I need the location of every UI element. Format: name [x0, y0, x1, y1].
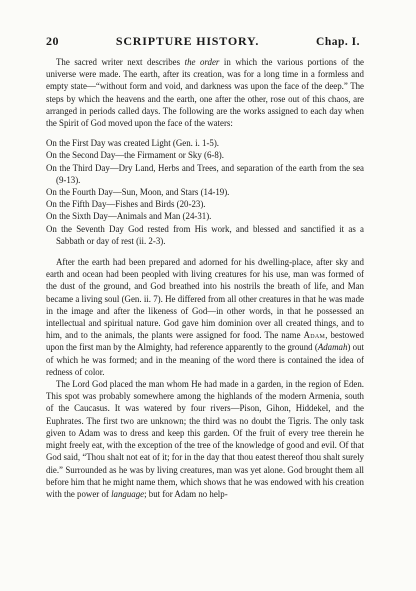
intro-emphasis: the order [184, 57, 220, 67]
adam-paragraph [46, 256, 364, 378]
page-number: 20 [46, 34, 59, 48]
page-body [46, 56, 364, 500]
creation-days-list [46, 137, 364, 247]
intro-paragraph [46, 56, 364, 129]
language-term: language [111, 488, 145, 499]
adam-text-3: ) out of which he was formed; and in the meaning of the word there is contained the idea of redness of color. [46, 342, 364, 377]
adam-text-1: After the earth had been prepared and adorned for his dwelling-place, after sky and earth and ocean had been peopled with living creatures for his use, man was formed of the dust of the ground, and God breathed into his nostrils the breath of life, and Man became a living soul (Gen. ii. 7). He differed from all other creatures in that he was made in the image and after the likeness of God—in other words, in that he possessed an intellectual and spiritual nature. God gave him dominion over all created things, and to him, and to the animals, the plants were assigned for food. The name [46, 257, 364, 341]
day-item-4: On the Fourth Day—Sun, Moon, and Stars (14-19). [46, 187, 230, 198]
eden-text-2: ; but for Adam no help- [144, 488, 228, 499]
day-item-7: On the Seventh Day God rested from His work, and blessed and sanctified it as a Sabbath or day of rest (ii. 2-3). [46, 223, 364, 246]
day-item-3: On the Third Day—Dry Land, Herbs and Trees, and separation of the earth from the sea (9-13). [46, 162, 364, 185]
adam-text-2: , bestowed upon the first man by the Almighty, had reference apparently to the ground ( [46, 330, 364, 353]
adam-name: Adam [303, 330, 326, 341]
eden-paragraph [46, 378, 364, 500]
eden-text-1: The Lord God placed the man whom He had made in a garden, in the region of Eden. This spot was probably somewhere among the highlands of the modern Armenia, south of the Caucasus. It was watered by four rivers—Pison, Gihon, Hiddekel, and the Euphrates. The first two are unknown; the third was no doubt the Tigris. The only task given to Adam was to dress and keep this garden. Of the fruit of every tree therein he might freely eat, with the exception of the tree of the knowledge of good and evil. Of that God said, “Thou shalt not eat of it; for in the day that thou eatest thereof thou shalt surely die.” Surrounded as he was by living creatures, man was yet alone. God brought them all before him that he might name them, which shows that he was endowed with his creation with the power of [46, 379, 364, 499]
running-title: SCRIPTURE HISTORY. [115, 34, 260, 48]
day-item-1: On the First Day was created Light (Gen. i. 1-5). [46, 138, 220, 149]
day-item-5: On the Fifth Day—Fishes and Birds (20-23). [46, 199, 206, 210]
day-item-6: On the Sixth Day—Animals and Man (24-31). [46, 211, 212, 222]
intro-text-start: The sacred writer next describes [56, 57, 185, 67]
chapter-label: Chap. I. [316, 36, 360, 48]
day-item-2: On the Second Day—the Firmament or Sky (6-8). [46, 150, 224, 161]
intro-text-end: in which the various portions of the universe were made. The earth, after its creation, was for a long time in a formless and empty state—“without form and void, and darkness was upon the face of the deep.” The steps by which the heavens and the earth, one after the other, rose out of this chaos, are arranged in periods called days. The following are the works assigned to each day when the Spirit of God moved upon the face of the waters: [46, 57, 364, 129]
adamah-term: Adamah [317, 342, 348, 353]
running-head [46, 34, 360, 49]
